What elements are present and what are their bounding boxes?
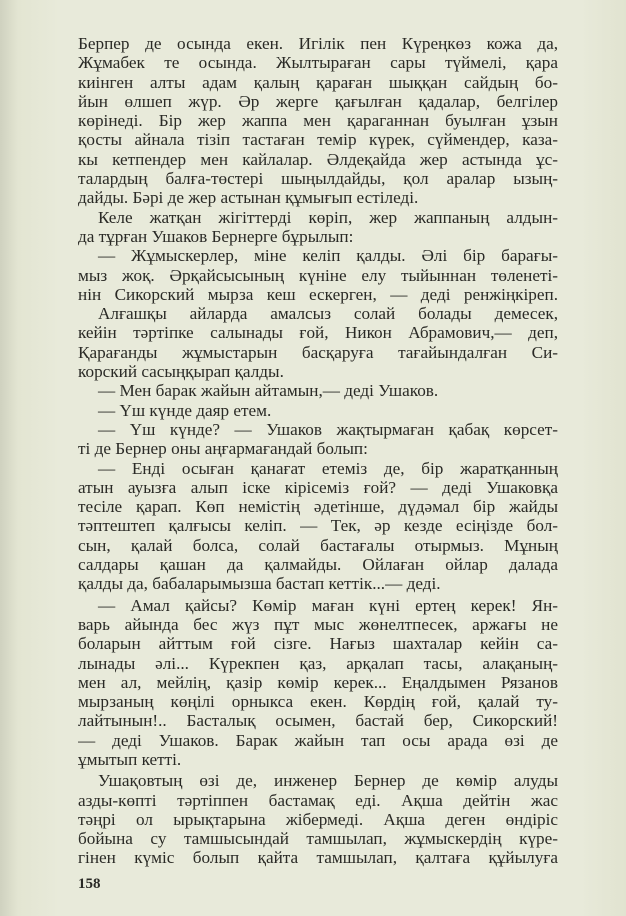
text-line: нін Сикорский мырза кеш ескерген, — деді ренжіңкіреп. xyxy=(78,284,558,304)
text-line: азды-көпті тәртіппен бастамақ еді. Ақша дейтін жас xyxy=(78,790,558,810)
text-line: йын өлшеп жүр. Әр жерге қағылған қадалар, белгілер xyxy=(78,91,558,111)
text-line: — Мен барак жайын айтамын,— деді Ушаков. xyxy=(98,381,439,401)
text-line: Келе жатқан жігіттерді көріп, жер жаппаның алдын- xyxy=(98,207,558,227)
text-line: дайды. Бәрі де жер астынан құмығып естіледі. xyxy=(78,188,419,208)
text-line: Ушақовтың өзі де, инженер Бернер де көмір алуды xyxy=(98,771,558,791)
text-line: Алғашқы айларда амалсыз солай болады демесек, xyxy=(98,304,558,324)
text-line: тәптештеп қалғысы келіп. — Тек, әр кезде есіңізде бол- xyxy=(78,516,558,536)
text-line: корский сасыңқырап қалды. xyxy=(78,362,284,382)
text-line: Жұмабек те осында. Жылтыраған сары түймелі, қара xyxy=(78,53,558,73)
text-line: — деді Ушаков. Барак жайын тап осы арада өзі де xyxy=(78,730,558,750)
text-line: кейін тәртіпке салынады ғой, Никон Абрамович,— деп, xyxy=(78,323,558,343)
text-line: кы кетпендер мен кайлалар. Әлдеқайда жер астында ұс- xyxy=(78,149,558,169)
text-line: атын ауызға алып іске кірісеміз ғой? — деді Ушаковқа xyxy=(78,477,558,497)
text-line: киінген алты адам қалың қараған шыққан сайдың бо- xyxy=(78,72,558,92)
text-line: Қарағанды жұмыстарын басқаруға тағайындалған Си- xyxy=(78,342,558,362)
text-line: сын, қалай болса, солай бастағалы отырмыз. Мұның xyxy=(78,535,558,555)
body-text xyxy=(78,34,558,868)
text-line: — Амал қайсы? Көмір маған күні ертең керек! Ян- xyxy=(98,595,558,615)
text-line: ұмытып кетті. xyxy=(78,749,182,769)
text-line: варь айында бес жүз пұт мыс жөнелтпесек, аржағы не xyxy=(78,614,558,634)
text-line: талардың балға-төстері шыңылдайды, қол аралар ызың- xyxy=(78,169,558,189)
text-line: көрінеді. Бір жер жаппа мен қараганнан буылған ұзын xyxy=(78,111,558,131)
text-line: Берпер де осында екен. Игілік пен Күреңкөз кожа да, xyxy=(78,34,558,53)
text-line: ті де Бернер оны аңғармағандай болып: xyxy=(78,439,368,459)
text-line: мырзаның көңілі орныкса екен. Көрдің ғой, қалай ту- xyxy=(78,692,558,712)
text-line: — Жұмыскерлер, міне келіп қалды. Әлі бір барағы- xyxy=(98,246,558,266)
text-line: — Үш күнде? — Ушаков жақтырмаған қабақ көрсет- xyxy=(98,419,558,439)
page-number: 158 xyxy=(78,876,101,892)
text-line: тесіле қарап. Көп немістің әдетінше, дүдәмал бір жайды xyxy=(78,497,558,517)
text-line: мыз жоқ. Әрқайсысының күніне елу тыйыннан төленеті- xyxy=(78,265,558,285)
text-line: бойына су тамшысындай тамшылап, жұмыскердің күре- xyxy=(78,829,558,849)
text-line: салдары қашан да қалмайды. Ойлаған ойлар далада xyxy=(78,555,558,575)
text-line: мен ал, мейлің, қазір көмір керек... Еңалдымен Рязанов xyxy=(78,672,558,692)
text-line: қосты айнала тізіп тастаған темір күрек, сүймендер, каза- xyxy=(78,130,558,150)
text-line: тәңрі ол ырықтарына жібермеді. Ақша деген өндіріс xyxy=(78,809,558,829)
text-line: гінен күміс болып қайта тамшылап, қалтаға құйылуға xyxy=(78,848,558,868)
text-line: қалды да, бабаларымызша бастап кеттік...— деді. xyxy=(78,574,441,594)
text-line: — Енді осыған қанағат етеміз де, бір жаратқанның xyxy=(98,458,558,478)
text-line: боларын айттым ғой сізге. Нағыз шахталар кейін са- xyxy=(78,634,558,654)
text-line: лынады әлі... Күрекпен қаз, арқалап тасы, алақаның- xyxy=(78,653,558,673)
text-line: лайтынын!.. Басталық осымен, бастай бер, Сикорский! xyxy=(78,711,558,731)
text-line: да тұрған Ушаков Бернерге бұрылып: xyxy=(78,226,354,246)
text-line: — Үш күнде даяр етем. xyxy=(98,400,272,420)
